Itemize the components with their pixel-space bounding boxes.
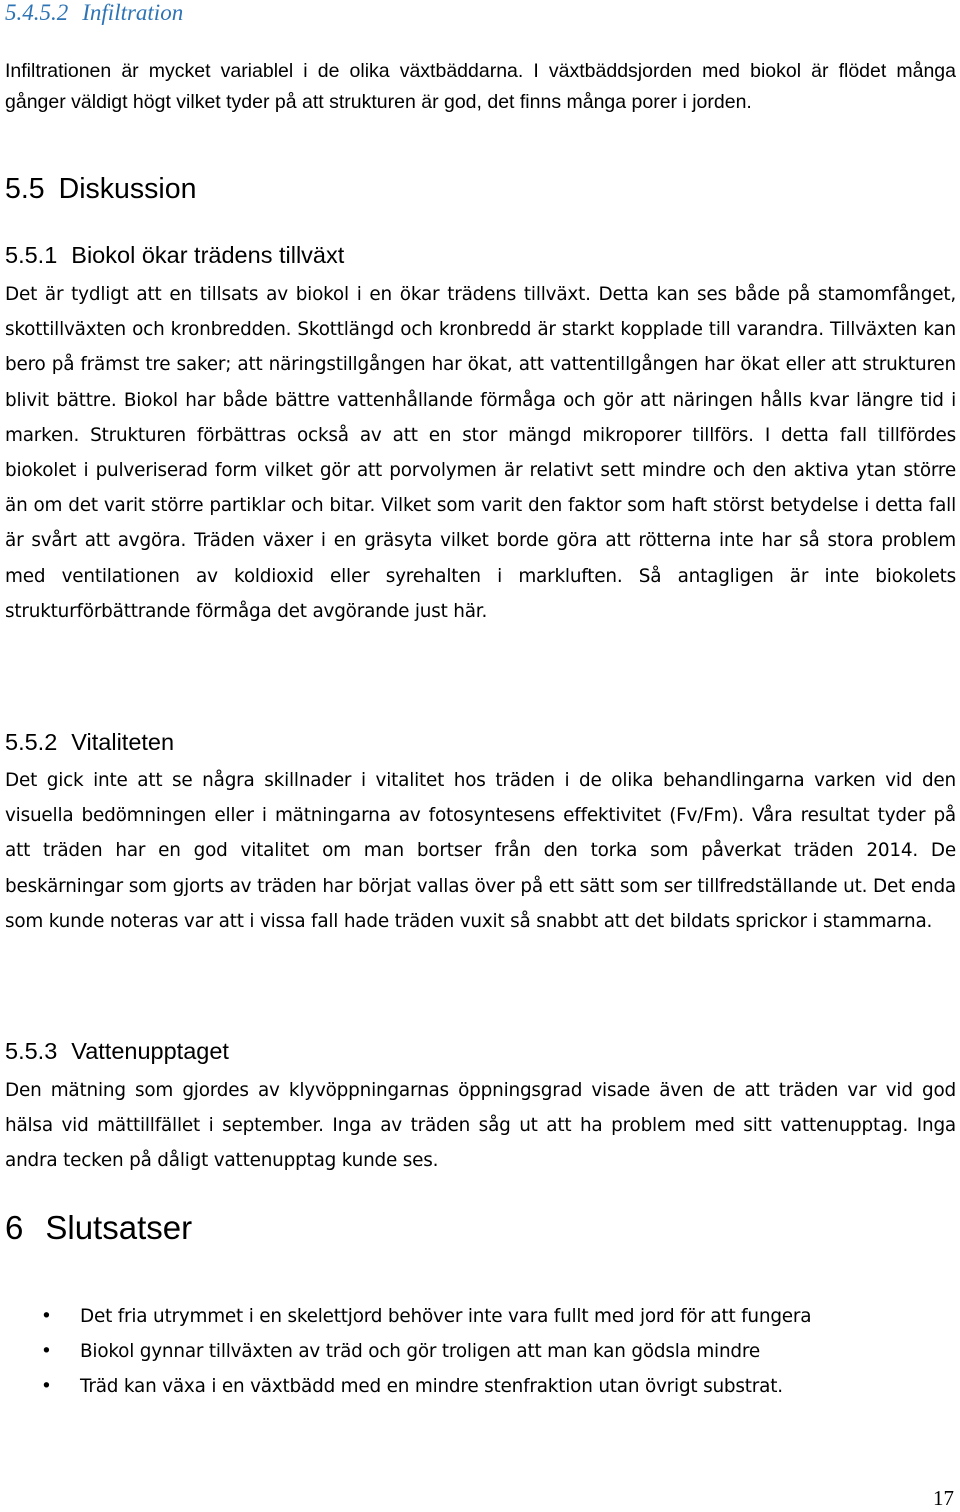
paragraph-biokol: Det är tydligt att en tillsats av biokol i en ökar trädens tillväxt. Detta kan ses både på stamomfånget, skottillväxten och kronbredden. Skottlängd och kronbredd är starkt kopplade till varandra. Tillväxten kan bero på främst tre saker; att näringstillgången har ökat, att vattentillgången har ökat eller att strukturen blivit bättre. Biokol har både bättre vattenhållande förmåga och gör att näringen hålls kvar längre tid i marken. Strukturen förbättras också av att en stor mängd mikroporer tillförs. I detta fall tillfördes biokolet i pulveriserad form vilket gör att porvolymen är relativt sett mindre och den aktiva ytan större än om det varit större partiklar och bitar. Vilket som varit den faktor som haft störst betydelse i detta fall är svårt att avgöra. Träden växer i en gräsyta vilket borde göra att rötterna inte har så stora problem med ventilationen av koldioxid eller syrehalten i markluften. Så antagligen är inte biokolets strukturförbättrande förmåga det avgörande just här. (5, 284, 956, 622)
heading-5-5-3 (5, 1036, 956, 1066)
bullet-icon: • (41, 1306, 52, 1327)
bullet-icon: • (41, 1376, 52, 1398)
list-item-text: Det fria utrymmet i en skelettjord behöver inte vara fullt med jord för att fungera (80, 1306, 812, 1327)
heading-number: 6 (5, 1209, 24, 1246)
heading-5-4-5-2 (5, 0, 956, 26)
heading-title: Vitaliteten (71, 729, 175, 755)
paragraph-vitaliteten: Det gick inte att se några skillnader i vitalitet hos träden i de olika behandlingarna varken vid den visuella bedömningen eller i mätningarna av fotosyntesens effektivitet (Fv/Fm). Våra resultat tyder på att träden har en god vitalitet om man bortser från den torka som påverkat träden 2014. De beskärningar som gjorts av träden har börjat vallas över på ett sätt som ser tillfredställande ut. Det enda som kunde noteras var att i vissa fall hade träden vuxit så snabbt att det bildats sprickor i stammarna. (5, 770, 956, 932)
heading-title: Vattenupptaget (71, 1038, 229, 1064)
list-item (5, 1299, 956, 1334)
heading-title: Biokol ökar trädens tillväxt (71, 242, 345, 268)
bullet-icon: • (41, 1341, 52, 1363)
list-item-text: Biokol gynnar tillväxten av träd och gör troligen att man kan gödsla mindre (80, 1341, 760, 1363)
conclusions-list (5, 1299, 956, 1405)
heading-5-5 (5, 172, 956, 206)
list-item (5, 1369, 956, 1404)
heading-number: 5.5.3 (5, 1038, 58, 1064)
heading-6 (5, 1208, 956, 1248)
list-item-text: Träd kan växa i en växtbädd med en mindre stenfraktion utan övrigt substrat. (80, 1376, 783, 1398)
heading-number: 5.5.1 (5, 242, 58, 268)
heading-number: 5.4.5.2 (5, 0, 69, 25)
heading-5-5-1 (5, 240, 956, 270)
heading-number: 5.5 (5, 173, 45, 205)
heading-title: Diskussion (58, 173, 197, 205)
list-item (5, 1334, 956, 1369)
paragraph-infiltration: Infiltrationen är mycket variablel i de olika växtbäddarna. I växtbäddsjorden med biokol är flödet många gånger väldigt högt vilket tyder på att strukturen är god, det finns många porer i jorden. (5, 60, 956, 113)
heading-title: Infiltration (82, 0, 184, 25)
heading-5-5-2 (5, 727, 956, 757)
paragraph-vattenupptaget: Den mätning som gjordes av klyvöppningarnas öppningsgrad visade även de att träden var vid god hälsa vid mättillfället i september. Inga av träden såg ut att ha problem med sitt vattenupptag. Inga andra tecken på dåligt vattenupptag kunde ses. (5, 1080, 956, 1172)
heading-number: 5.5.2 (5, 729, 58, 755)
heading-title: Slutsatser (45, 1209, 193, 1246)
page-number: 17 (933, 1486, 954, 1510)
